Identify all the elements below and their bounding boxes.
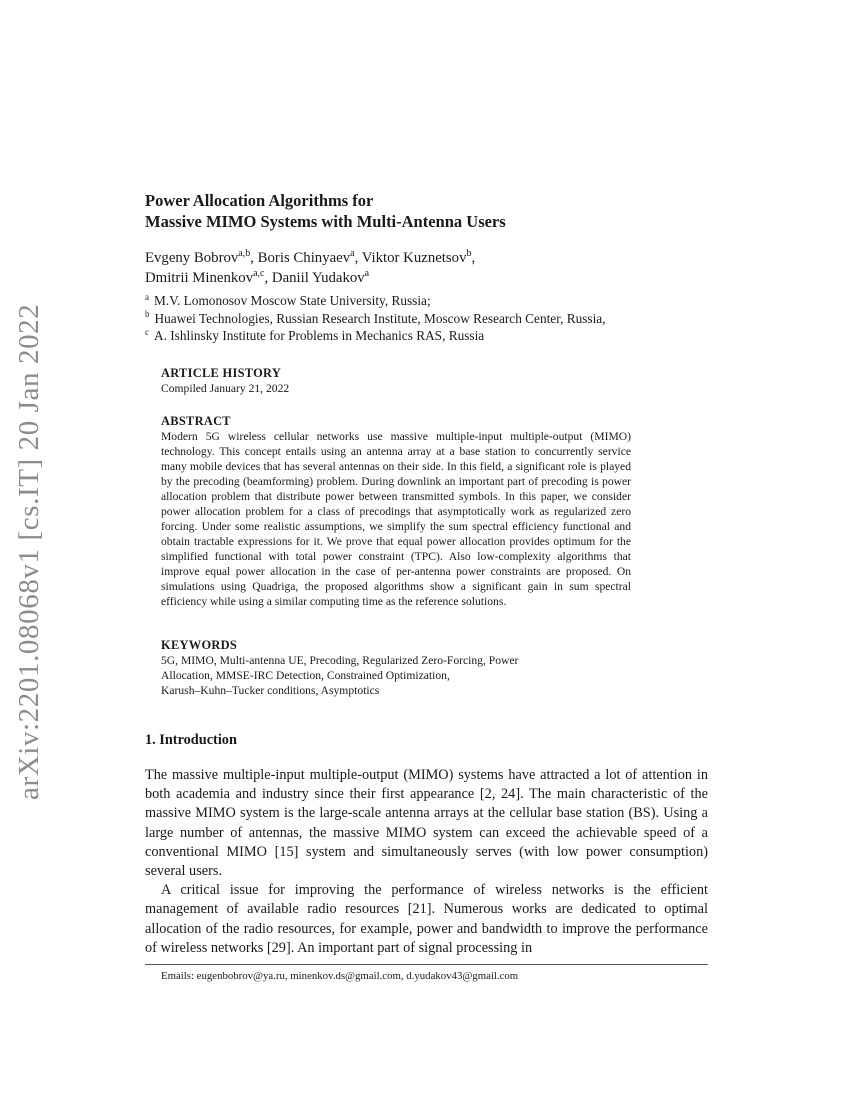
affiliation-text: Huawei Technologies, Russian Research Institute, Moscow Research Center, Russia, [154,310,606,326]
author-name: Boris Chinyaev [257,250,351,266]
author-name: Dmitrii Minenkov [145,270,254,286]
affiliation-list [145,292,725,345]
author-separator: , [354,250,362,266]
author-affiliation-mark: a [350,248,355,260]
keywords-line-2: Allocation, MMSE-IRC Detection, Constrained Optimization, [161,669,450,682]
author-affiliation-mark: a,c [253,268,265,280]
author-affiliation-mark: a,b [238,248,251,260]
author-separator: , [250,250,258,266]
arxiv-identifier[interactable]: arXiv:2201.08068v1 [cs.IT] 20 Jan 2022 [13,303,45,800]
abstract-section [161,414,631,609]
affiliation-mark: c [145,326,149,337]
article-history [161,366,631,396]
affiliation-text: A. Ishlinsky Institute for Problems in Mechanics RAS, Russia [154,328,485,343]
author-separator: , [471,250,476,266]
author-affiliation-mark: b [466,248,472,260]
title-line-2: Massive MIMO Systems with Multi-Antenna Users [145,212,506,231]
affiliation-item [145,292,725,310]
author-name: Evgeny Bobrov [145,250,239,266]
keywords-line-1: 5G, MIMO, Multi-antenna UE, Precoding, Regularized Zero-Forcing, Power [161,654,519,667]
paper-title [145,190,705,232]
author-separator: , [264,270,272,286]
affiliation-mark: a [145,291,149,302]
section-heading-introduction: 1. Introduction [145,732,237,748]
affiliation-mark: b [145,309,150,320]
affiliation-text: M.V. Lomonosov Moscow State University, Russia; [154,293,431,308]
compiled-date: Compiled January 21, 2022 [161,382,290,395]
keywords-label: KEYWORDS [161,638,238,652]
introduction-body [145,766,708,958]
author-line-1 [145,248,705,268]
author-name: Daniil Yudakov [271,270,365,286]
abstract-text: Modern 5G wireless cellular networks use massive multiple-input multiple-output (MIMO) technology. This concept entails using an antenna array at a base station to concurrently service many mobile devices that has several antennas on their side. In this field, a significant role is played by the precoding (beamforming) problem. During downlink an important part of precoding is power allocation problem that distribute power between transmitted symbols. In this paper, we consider power allocation problem for a class of precodings that asymptotically work as regularized zero forcing. Under some realistic assumptions, we simplify the sum spectral efficiency functional and obtain tractable expressions for it. We prove that equal power allocation provides optimum for the simplified functional with total power constraint (TPC). Also low-complexity algorithms that improve equal power allocation in the case of per-antenna power constraints are proposed. On simulations using Quadriga, the proposed algorithms show a significant gain in sum spectral efficiency while using a similar computing time as the reference solutions. [161,430,631,608]
paragraph: A critical issue for improving the performance of wireless networks is the efficient management of available radio resources [21]. Numerous works are dedicated to optimal allocation of the radio resources, for example, power and bandwidth to improve the performance of wireless networks [29]. An important part of signal processing in [145,882,708,956]
title-line-1: Power Allocation Algorithms for [145,191,374,210]
author-list [145,248,705,288]
keywords-section [161,638,631,698]
paragraph: The massive multiple-input multiple-output (MIMO) systems have attracted a lot of attention in both academia and industry since their first appearance [2, 24]. The main characteristic of the massive MIMO system is the large-scale antenna arrays at the cellular base station (BS). Using a large number of antennas, the massive MIMO system can exceed the achievable speed of a conventional MIMO [15] system and simultaneously serves (with low power consumption) several users. [145,767,708,880]
author-name: Viktor Kuznetsov [361,250,467,266]
author-line-2 [145,268,705,288]
affiliation-item [145,310,725,328]
keywords-line-3: Karush–Kuhn–Tucker conditions, Asymptotics [161,684,380,697]
history-label: ARTICLE HISTORY [161,366,282,380]
footnote-emails: Emails: eugenbobrov@ya.ru, minenkov.ds@gmail.com, d.yudakov43@gmail.com [161,970,519,982]
affiliation-item [145,327,725,345]
author-affiliation-mark: a [364,268,370,280]
abstract-label: ABSTRACT [161,414,231,428]
footnote-rule [145,964,708,965]
